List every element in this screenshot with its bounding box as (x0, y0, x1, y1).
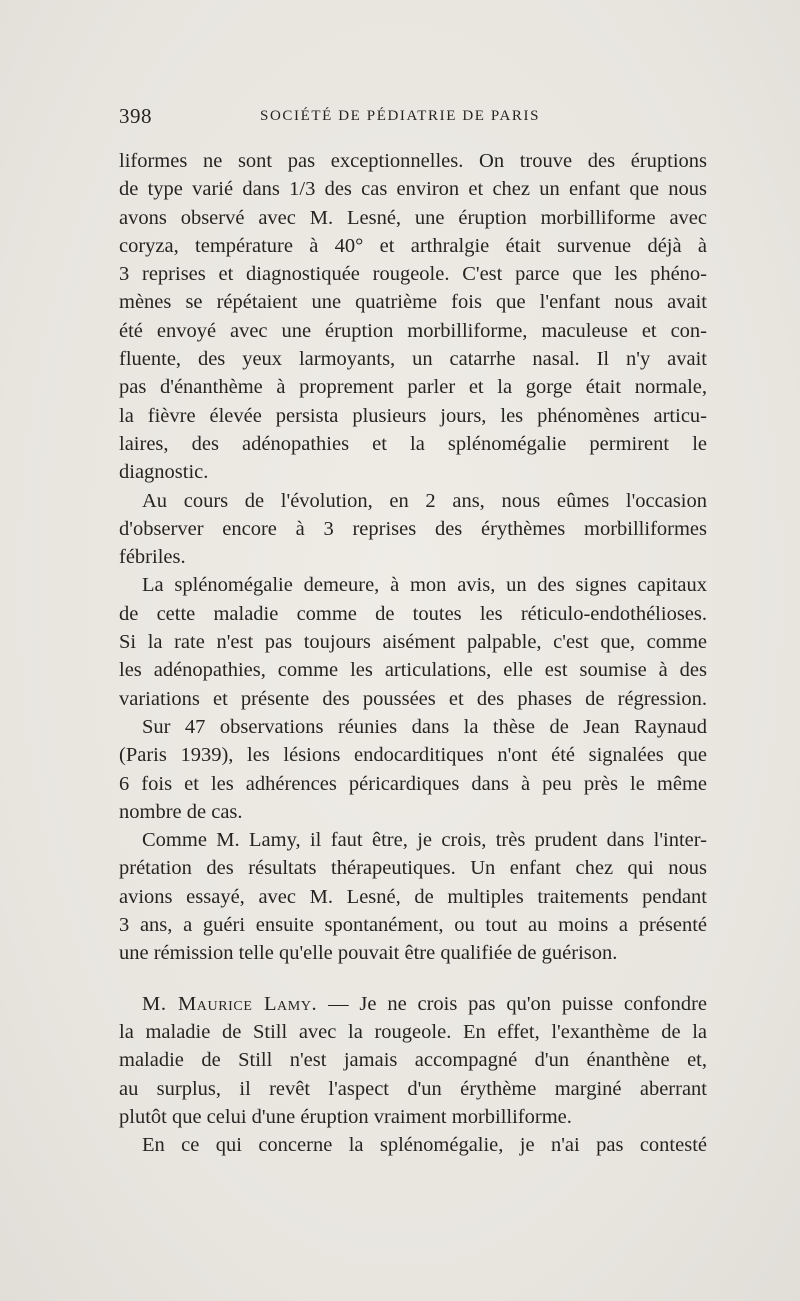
text-line: En ce qui concerne la splénomégalie, je n'ai pas contesté (142, 1134, 707, 1157)
text-line: fluente, des yeux larmoyants, un catarrhe nasal. Il n'y avait (119, 348, 707, 371)
paragraph (119, 571, 707, 712)
text-line: la fièvre élevée persista plusieurs jours, les phénomènes articu- (119, 404, 707, 427)
body-text (119, 147, 707, 1159)
text-line: 3 reprises et diagnostiquée rougeole. C'est parce que les phéno- (119, 263, 707, 286)
text-line: laires, des adénopathies et la splénomégalie permirent le (119, 432, 707, 455)
page-header (119, 104, 707, 134)
page-number: 398 (119, 104, 152, 128)
text-line: nombre de cas. (119, 800, 243, 823)
paragraph-gap (119, 968, 707, 990)
text-line: au surplus, il revêt l'aspect d'un érythème marginé aberrant (119, 1077, 707, 1100)
speech-first-line-text: Je ne crois pas qu'on puisse confondre (359, 992, 708, 1015)
paragraph (119, 826, 707, 967)
text-line: 3 ans, a guéri ensuite spontanément, ou tout au moins a présenté (119, 914, 707, 937)
text-line: diagnostic. (119, 461, 209, 484)
text-line: de type varié dans 1/3 des cas environ et chez un enfant que nous (119, 178, 707, 201)
speech-paragraph (119, 990, 707, 1160)
text-line: les adénopathies, comme les articulations, elle est soumise à des (119, 659, 707, 682)
text-line: pas d'énanthème à proprement parler et la gorge était normale, (119, 376, 707, 399)
text-line: la maladie de Still avec la rougeole. En effet, l'exanthème de la (119, 1020, 707, 1043)
speech-first-line (119, 990, 707, 1018)
text-line: Si la rate n'est pas toujours aisément palpable, c'est que, comme (119, 631, 707, 654)
text-line: Sur 47 observations réunies dans la thèse de Jean Raynaud (142, 715, 707, 738)
text-line: (Paris 1939), les lésions endocarditiques n'ont été signalées que (119, 744, 707, 767)
text-line: été envoyé avec une éruption morbilliforme, maculeuse et con- (119, 319, 707, 342)
text-line: fébriles. (119, 546, 186, 569)
speaker-name: M. Maurice Lamy. (142, 992, 318, 1015)
paragraph (119, 713, 707, 826)
running-title: SOCIÉTÉ DE PÉDIATRIE DE PARIS (260, 108, 541, 124)
text-line: variations et présente des poussées et des phases de régression. (119, 687, 707, 710)
text-line: coryza, température à 40° et arthralgie était survenue déjà à (119, 234, 707, 257)
text-line: Comme M. Lamy, il faut être, je crois, très prudent dans l'inter- (142, 829, 707, 852)
paragraph (119, 487, 707, 572)
text-line: prétation des résultats thérapeutiques. Un enfant chez qui nous (119, 857, 707, 880)
text-line: de cette maladie comme de toutes les réticulo-endothélioses. (119, 602, 707, 625)
text-line: 6 fois et les adhérences péricardiques dans à peu près le même (119, 772, 707, 795)
text-line: maladie de Still n'est jamais accompagné d'un énanthène et, (119, 1049, 707, 1072)
paragraph (119, 147, 707, 487)
text-line: plutôt que celui d'une éruption vraiment morbilliforme. (119, 1105, 572, 1128)
text-line: La splénomégalie demeure, à mon avis, un des signes capitaux (142, 574, 707, 597)
text-line: avions essayé, avec M. Lesné, de multiples traitements pendant (119, 885, 707, 908)
text-line: avons observé avec M. Lesné, une éruption morbilliforme avec (119, 206, 707, 229)
text-line: Au cours de l'évolution, en 2 ans, nous eûmes l'occasion (142, 489, 707, 512)
text-line: mènes se répétaient une quatrième fois que l'enfant nous avait (119, 291, 707, 314)
text-line: une rémission telle qu'elle pouvait être qualifiée de guérison. (119, 942, 618, 965)
em-dash: — (328, 992, 349, 1015)
text-line: d'observer encore à 3 reprises des érythèmes morbilliformes (119, 517, 707, 540)
text-line: liformes ne sont pas exceptionnelles. On trouve des éruptions (119, 150, 707, 172)
